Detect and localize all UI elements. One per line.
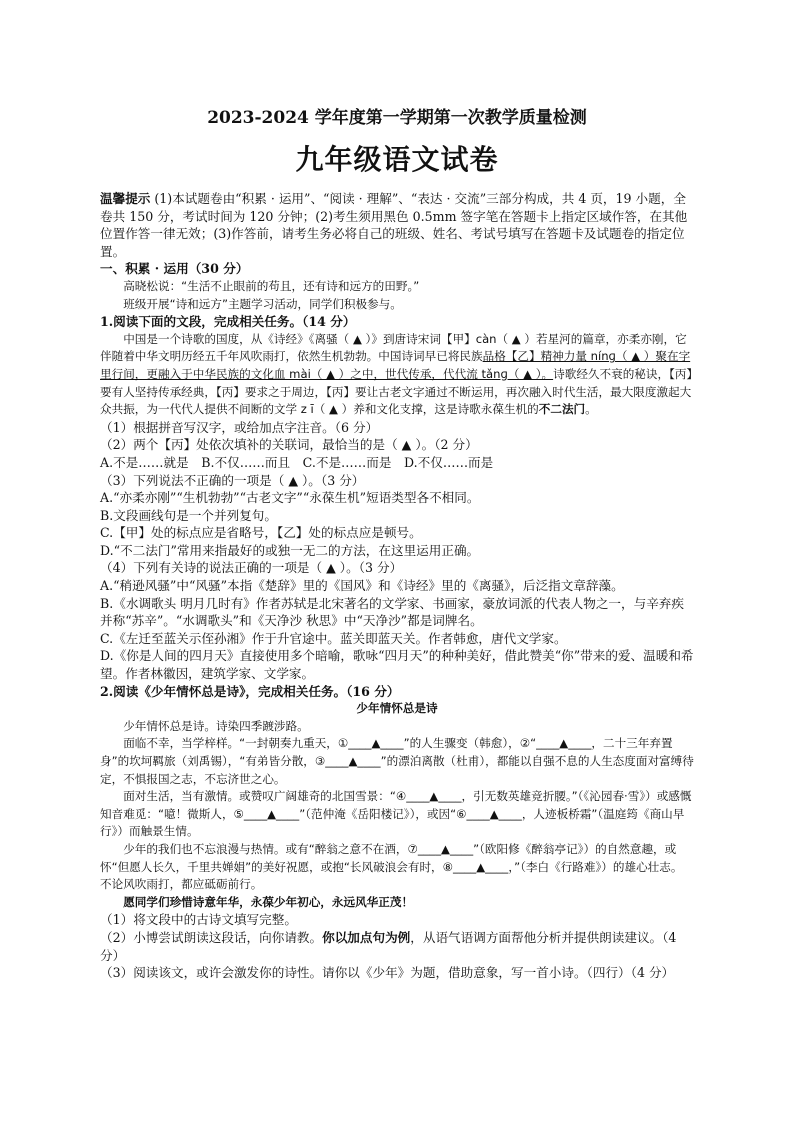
q2-task-2-emphasis: 你以加点句为例 <box>322 929 411 945</box>
q2-task-2 <box>100 929 694 964</box>
exam-title: 九年级语文试卷 <box>295 143 499 176</box>
q2-essay-paragraph-3: 面对生活，当有激情。或赞叹广阔雄奇的北国雪景：“④____▲____，引无数英雄竞折腰。”（《沁园春·雪》）或感慨知音难觅：“噫！微斯人，⑤____▲____”（范仲淹《岳阳楼记》），或因“⑥____▲____，人迹板桥霜”（温庭筠《商山早行》）而触景生情。 <box>100 789 692 839</box>
q1-passage-dotted-term: 不二法门 <box>538 402 586 417</box>
q2-heading: 2.阅读《少年情怀总是诗》，完成相关任务。（16 分） <box>100 683 400 699</box>
section1-intro-quote: 高晓松说：“生活不止眼前的苟且，还有诗和远方的田野。” <box>123 278 420 293</box>
q1-passage <box>100 331 694 419</box>
q1-passage-c: 诗歌经久不衰的秘诀，【丙】要有人坚持传承经典，【丙】要求之于周边，【丙】要让古老文字通过不断运用，再次融入时代生活，最大限度激起大众共振，为一代代人提供不间断的文学 z ī（ ▲ ）养和文化支撑，这是诗歌永葆生机的 <box>100 366 693 417</box>
q1-heading: 1.阅读下面的文段，完成相关任务。（14 分） <box>100 314 356 330</box>
q2-task-1: （1）将文段中的古诗文填写完整。 <box>100 912 297 928</box>
notice <box>100 190 694 260</box>
q1-sub1: （1）根据拼音写汉字，或给加点字注音。（6 分） <box>100 419 379 435</box>
q1-sub4-option-b: B.《水调歌头 明月几时有》作者苏轼是北宋著名的文学家、书画家，豪放词派的代表人物之一，与辛弃疾并称“苏辛”。“水调歌头”和《天净沙 秋思》中“天净沙”都是词牌名。 <box>100 595 684 629</box>
section1-intro-activity: 班级开展“诗和远方”主题学习活动，同学们积极参与。 <box>123 296 402 311</box>
notice-label: 温馨提示 <box>100 191 151 206</box>
q2-essay-paragraph-2: 面临不幸，当学梓样。“一封朝奏九重天，①____▲____”的人生骤变（韩愈），②“____▲____，二十三年弃置身”的坎坷羁旅（刘禹锡），“有弟皆分散，③____▲____”的漂泊离散（杜甫），都能以自强不息的人生态度面对富缚待定，不惧报国之志，不忘济世之心。 <box>100 736 694 786</box>
q1-sub4-option-c: C.《左迁至蓝关示侄孙湘》作于升官途中。蓝关即蓝天关。作者韩愈，唐代文学家。 <box>100 630 567 646</box>
q1-sub4-option-d: D.《你是人间的四月天》直接使用多个暗喻，歌咏“四月天”的种种美好，借此赞美“你”带来的爱、温暖和希望。作者林徽因，建筑学家、文学家。 <box>100 648 694 682</box>
q1-sub4-option-a: A.“稍逊风骚”中“风骚”本指《楚辞》里的《国风》和《诗经》里的《离骚》，后泛指文章辞藻。 <box>100 578 624 594</box>
q2-essay-title: 少年情怀总是诗 <box>356 701 438 716</box>
q1-sub2-options: A.不是……就是 B.不仅……而且 C.不是……而是 D.不仅……而是 <box>100 454 494 470</box>
q1-sub3-option-c: C.【甲】处的标点应是省略号，【乙】处的标点应是顿号。 <box>100 525 422 541</box>
q2-essay-paragraph-1: 少年情怀总是诗。诗染四季踱涉路。 <box>123 718 309 733</box>
q2-essay-paragraph-5: 愿同学们珍惜诗意年华，永葆少年初心，永远风华正茂！ <box>123 894 414 909</box>
q1-sub4: （4）下列有关诗的说法正确的一项是（ ▲ ）。（3 分） <box>100 560 403 576</box>
section1-heading: 一、积累 · 运用（30 分） <box>100 261 249 277</box>
q2-task-3: （3）阅读该文，或许会激发你的诗性。请你以《少年》为题，借助意象，写一首小诗。（四行）（4 分） <box>100 965 675 981</box>
q1-sub3-option-b: B.文段画线句是一个并列复句。 <box>100 507 277 523</box>
q2-task-2-end: ，从语气语调方面帮他分析并提供朗读建议。（4 分） <box>100 929 677 963</box>
exam-body <box>100 190 694 982</box>
q1-passage-a: 中国是一个诗歌的国度，从《诗经》《离骚（ ▲ ）》到唐诗宋词【甲】càn（ ▲ ）若星河的篇章，亦柔亦刚，它伴随着中华文明历经五千年风吹雨打，依然生机勃勃。中国诗词早已将民族 <box>100 331 687 364</box>
q1-sub3-option-d: D.“不二法门”常用来指最好的或独一无二的方法，在这里运用正确。 <box>100 542 480 558</box>
exam-subtitle: 2023-2024 学年度第一学期第一次教学质量检测 <box>207 108 587 128</box>
q1-sub3-option-a: A.“亦柔亦刚”“生机勃勃”“古老文字”“永葆生机”短语类型各不相同。 <box>100 490 480 506</box>
notice-text: (1)本试题卷由“积累 · 运用”、“阅读 · 理解”、“表达 · 交流”三部分构成，共 4 页，19 小题，全卷共 150 分，考试时间为 120 分钟；(2)考生须用黑色 0.5mm 签字笔在答题卡上指定区域作答，在其他位置作答一律无效；(3)作答前，请考生务必将自己的班级、姓名、考试号填写在答题卡及试题卷的指定位置。 <box>100 191 688 259</box>
q1-passage-end: 。 <box>585 402 597 417</box>
q1-sub2: （2）两个【丙】处依次填补的关联词，最恰当的是（ ▲ ）。（2 分） <box>100 437 478 453</box>
q2-task-2-text: （2）小博尝试朗读这段话，向你请教。 <box>100 929 323 945</box>
q1-passage-underlined: 品格【乙】精神力量 nínɡ（ ▲ ）聚在字里行间，更融入于中华民族的文化血 mài（ ▲ ）之中，世代传承，代代流 tǎnɡ（ ▲ ）。 <box>100 349 691 381</box>
q2-essay-paragraph-4: 少年的我们也不忘浪漫与热情。或有“醉翁之意不在酒，⑦____▲____”（欧阳修《醉翁亭记》）的自然意趣，或怀“但愿人长久，千里共婵娟”的美好祝愿，或抱“长风破浪会有时，⑧____▲____，”（李白《行路难》）的雄心壮志。不论风吹雨打，都应砥砺前行。 <box>100 841 683 892</box>
q1-sub3: （3）下列说法不正确的一项是（ ▲ ）。（3 分） <box>100 472 365 488</box>
